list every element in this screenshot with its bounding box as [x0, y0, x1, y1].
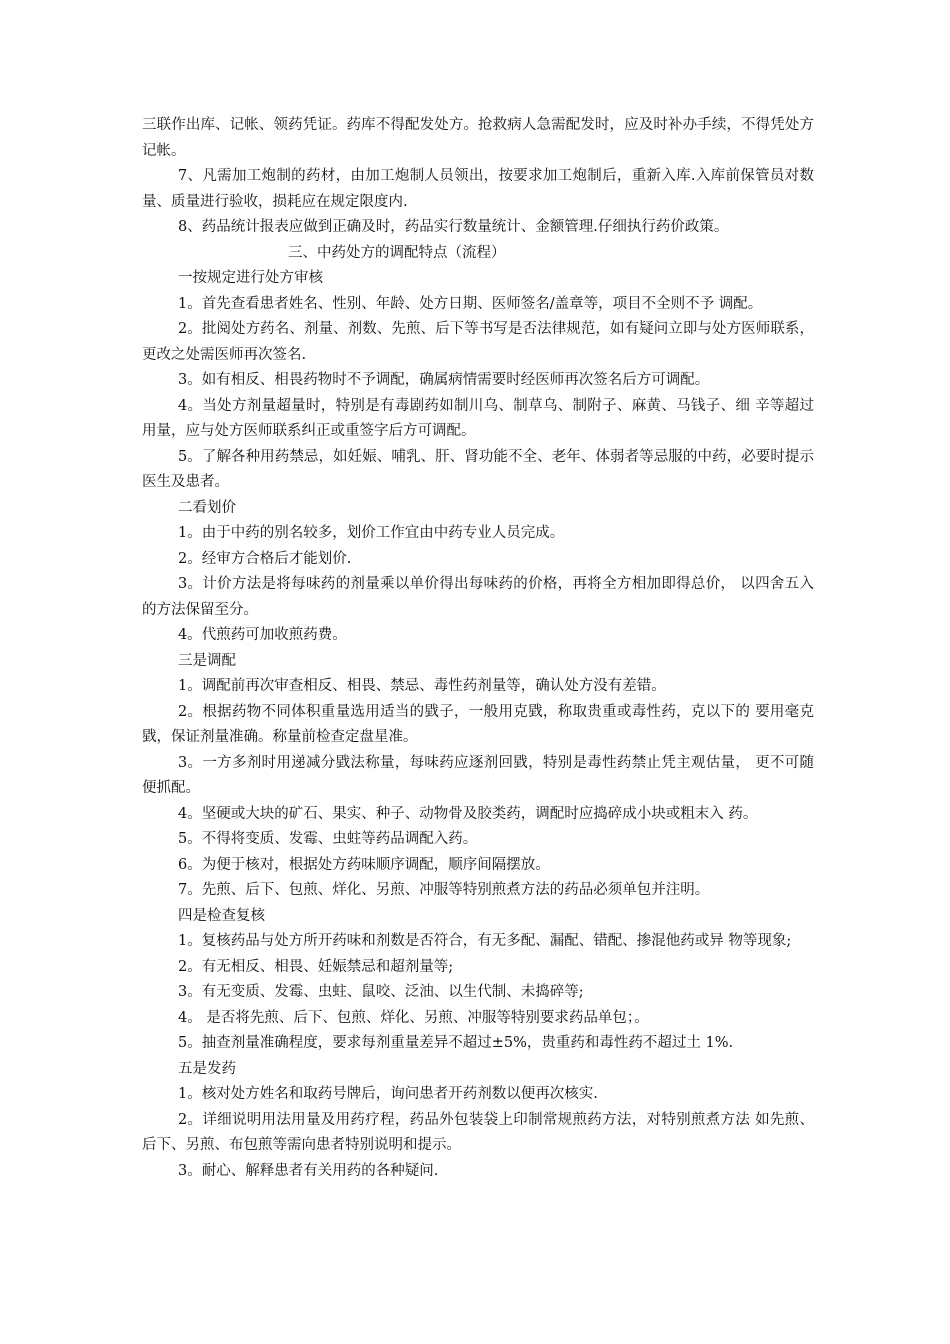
section-heading: 五是发药 [178, 1060, 236, 1077]
list-item: 3。有无变质、发霉、虫蛀、鼠咬、泛油、以生代制、未捣碎等; [178, 984, 584, 1000]
list-item: 2。详细说明用法用量及用药疗程，药品外包装袋上印制常规煎药方法，对特别煎煮方法 如先煎、后下、另煎、布包煎等需向患者特别说明和提示。 [142, 1111, 814, 1153]
list-item: 1。调配前再次审查相反、相畏、禁忌、毒性药剂量等，确认处方没有差错。 [178, 678, 666, 694]
list-item: 4。 是否将先煎、后下、包煎、烊化、另煎、冲服等特别要求药品单包；。 [178, 1009, 649, 1026]
list-item: 3。一方多剂时用递减分戥法称量，每味药应逐剂回戥，特别是毒性药禁止凭主观估量， 更不可随便抓配。 [142, 754, 814, 796]
list-item: 4。当处方剂量超量时，特别是有毒剧药如制川乌、制草乌、制附子、麻黄、马钱子、细 辛等超过用量，应与处方医师联系纠正或重签字后方可调配。 [142, 397, 814, 439]
list-item: 7。先煎、后下、包煎、烊化、另煎、冲服等特别煎煮方法的药品必须单包并注明。 [178, 882, 710, 898]
list-item: 5。不得将变质、发霉、虫蛀等药品调配入药。 [178, 831, 478, 847]
list-item: 1。核对处方姓名和取药号牌后，询问患者开药剂数以便再次核实. [178, 1086, 598, 1102]
list-item: 1。由于中药的别名较多，划价工作宜由中药专业人员完成。 [178, 525, 565, 541]
list-item: 3。计价方法是将每味药的剂量乘以单价得出每味药的价格，再将全方相加即得总价， 以四舍五入的方法保留至分。 [142, 576, 814, 618]
paragraph: 三联作出库、记帐、领药凭证。药库不得配发处方。抢救病人急需配发时，应及时补办手续，不得凭处方记帐。 [142, 117, 814, 159]
list-item: 2。根据药物不同体积重量选用适当的戥子，一般用克戥，称取贵重或毒性药，克以下的 要用毫克戥，保证剂量准确。称量前检查定盘星准。 [142, 703, 814, 745]
section-heading: 三是调配 [178, 652, 236, 669]
list-item: 2。经审方合格后才能划价. [178, 550, 352, 567]
list-item: 8、药品统计报表应做到正确及时，药品实行数量统计、金额管理.仔细执行药价政策。 [178, 219, 729, 235]
section-heading: 三、中药处方的调配特点（流程） [288, 244, 506, 261]
list-item: 3。耐心、解释患者有关用药的各种疑问. [178, 1162, 439, 1179]
list-item: 2。批阅处方药名、剂量、剂数、先煎、后下等书写是否法律规范，如有疑问立即与处方医师联系，更改之处需医师再次签名. [142, 321, 814, 363]
list-item: 4。坚硬或大块的矿石、果实、种子、动物骨及胶类药，调配时应捣碎成小块或粗末入 药。 [178, 805, 758, 822]
list-item: 4。代煎药可加收煎药费。 [178, 627, 347, 643]
list-item: 3。如有相反、相畏药物时不予调配，确属病情需要时经医师再次签名后方可调配。 [178, 372, 710, 388]
list-item: 1。首先查看患者姓名、性别、年龄、处方日期、医师签名/盖章等，项目不全则不予 调配。 [178, 295, 763, 312]
section-heading: 一按规定进行处方审核 [178, 270, 323, 286]
list-item: 2。有无相反、相畏、妊娠禁忌和超剂量等; [178, 958, 454, 975]
document-body [142, 113, 814, 1184]
section-heading: 二看划价 [178, 499, 236, 516]
list-item: 1。复核药品与处方所开药味和剂数是否符合，有无多配、漏配、错配、掺混他药或异 物等现象; [178, 933, 792, 949]
list-item: 7、凡需加工炮制的药材，由加工炮制人员领出，按要求加工炮制后，重新入库.入库前保管员对数量、质量进行验收，损耗应在规定限度内. [142, 168, 814, 210]
list-item: 6。为便于核对，根据处方药味顺序调配，顺序间隔摆放。 [178, 856, 550, 873]
section-heading: 四是检查复核 [178, 907, 265, 924]
list-item: 5。了解各种用药禁忌，如妊娠、哺乳、肝、肾功能不全、老年、体弱者等忌服的中药，必要时提示医生及患者。 [142, 448, 814, 490]
list-item: 5。抽查剂量准确程度，要求每剂重量差异不超过±5%，贵重药和毒性药不超过土 1%. [178, 1035, 734, 1051]
